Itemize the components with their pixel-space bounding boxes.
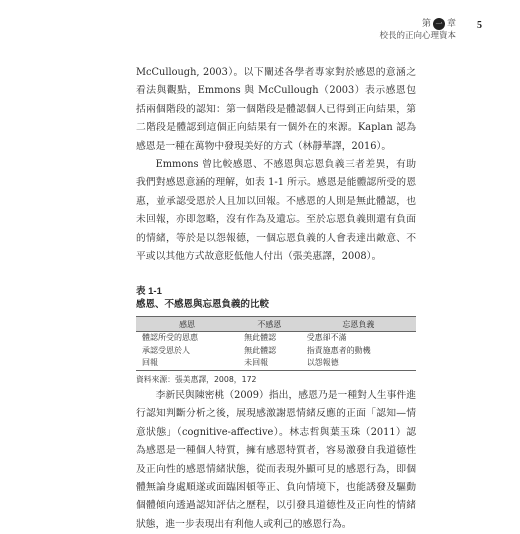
table-cell: 指責施惠者的動機	[306, 345, 371, 355]
table-cell: 回報	[136, 357, 238, 370]
table-header-cell: 不感恩	[238, 317, 301, 332]
table-cell: 無此體認	[244, 345, 277, 355]
table-row	[136, 345, 416, 358]
paragraph-definitions: 李新民與陳密桃（2009）指出，感恩乃是一種對人生事件進行認知判斷分析之後，展現感激謝恩情緒反應的正面「認知—情意狀態」（cognitive-affective）。林志哲與葉玉珠（2011）認為感恩是一種個人特質，擁有感恩特質者，容易激發自我道德性及正向性的感恩情緒狀態，從而表現外顯可見的感恩行為，即個體無論身處順遂或面臨困頓等正、負向情境下，也能誘發及驅動個體傾向透過認知評估之歷程，以引發具道德性及正向性的情緒狀態，進一步表現出有利他人或利己的感恩行為。	[136, 389, 416, 530]
comparison-table	[136, 316, 416, 371]
table-cell: 體認所受的恩惠	[142, 333, 198, 343]
table-source-note: 資料來源：張美惠譯，2008，172	[136, 374, 257, 384]
table-cell: 未回報	[238, 357, 301, 370]
table-cell: 無此體認	[244, 333, 277, 343]
table-caption: 感恩、不感恩與忘恩負義的比較	[136, 299, 270, 311]
page-body	[136, 64, 416, 534]
chapter-suffix: 章	[446, 19, 456, 29]
chapter-prefix: 第	[421, 19, 431, 29]
paragraph-continued: McCullough, 2003）。以下闡述各學者專家對於感恩的意涵之看法與觀點，Emmons 與 McCullough（2003）表示感恩包括兩個階段的認知：第一個階段是體認個人已得到正向結果，第二階段是體認到這個正向結果有一個外在的來源。Kaplan 認為感恩是一種在萬物中發現美好的方式（林靜華譯，2016）。	[136, 67, 416, 152]
table-header-row	[136, 317, 416, 332]
table-row	[136, 357, 416, 370]
table-cell: 承認受恩於人	[142, 345, 190, 355]
table-header-cell: 忘恩負義	[301, 317, 416, 332]
chapter-indicator	[379, 18, 456, 30]
table-header-cell: 感恩	[136, 317, 238, 332]
page-number: 5	[477, 20, 482, 31]
chapter-title: 校長的正向心理資本	[379, 31, 456, 41]
table-cell: 以怨報德	[301, 357, 416, 370]
table-row	[136, 332, 416, 345]
table-1-1	[136, 286, 416, 387]
table-label: 表 1-1	[136, 286, 162, 298]
running-header	[379, 18, 456, 42]
chapter-number-badge: 一	[433, 18, 445, 30]
table-cell: 受惠卻不滿	[306, 333, 347, 343]
paragraph-emmons: Emmons 曾比較感恩、不感恩與忘恩負義三者差異，有助我們對感恩意涵的理解，如表 1-1 所示。感恩是能體認所受的恩惠，並承認受恩於人且加以回報。不感恩的人則是無此體認，也未回報，亦即忽略，沒有作為及遺忘。至於忘恩負義則還有負面的情緒，等於是以怨報德，一個忘恩負義的人會表達出敵意、不平或以其他方式故意貶低他人付出（張美惠譯，2008）。	[136, 159, 416, 263]
